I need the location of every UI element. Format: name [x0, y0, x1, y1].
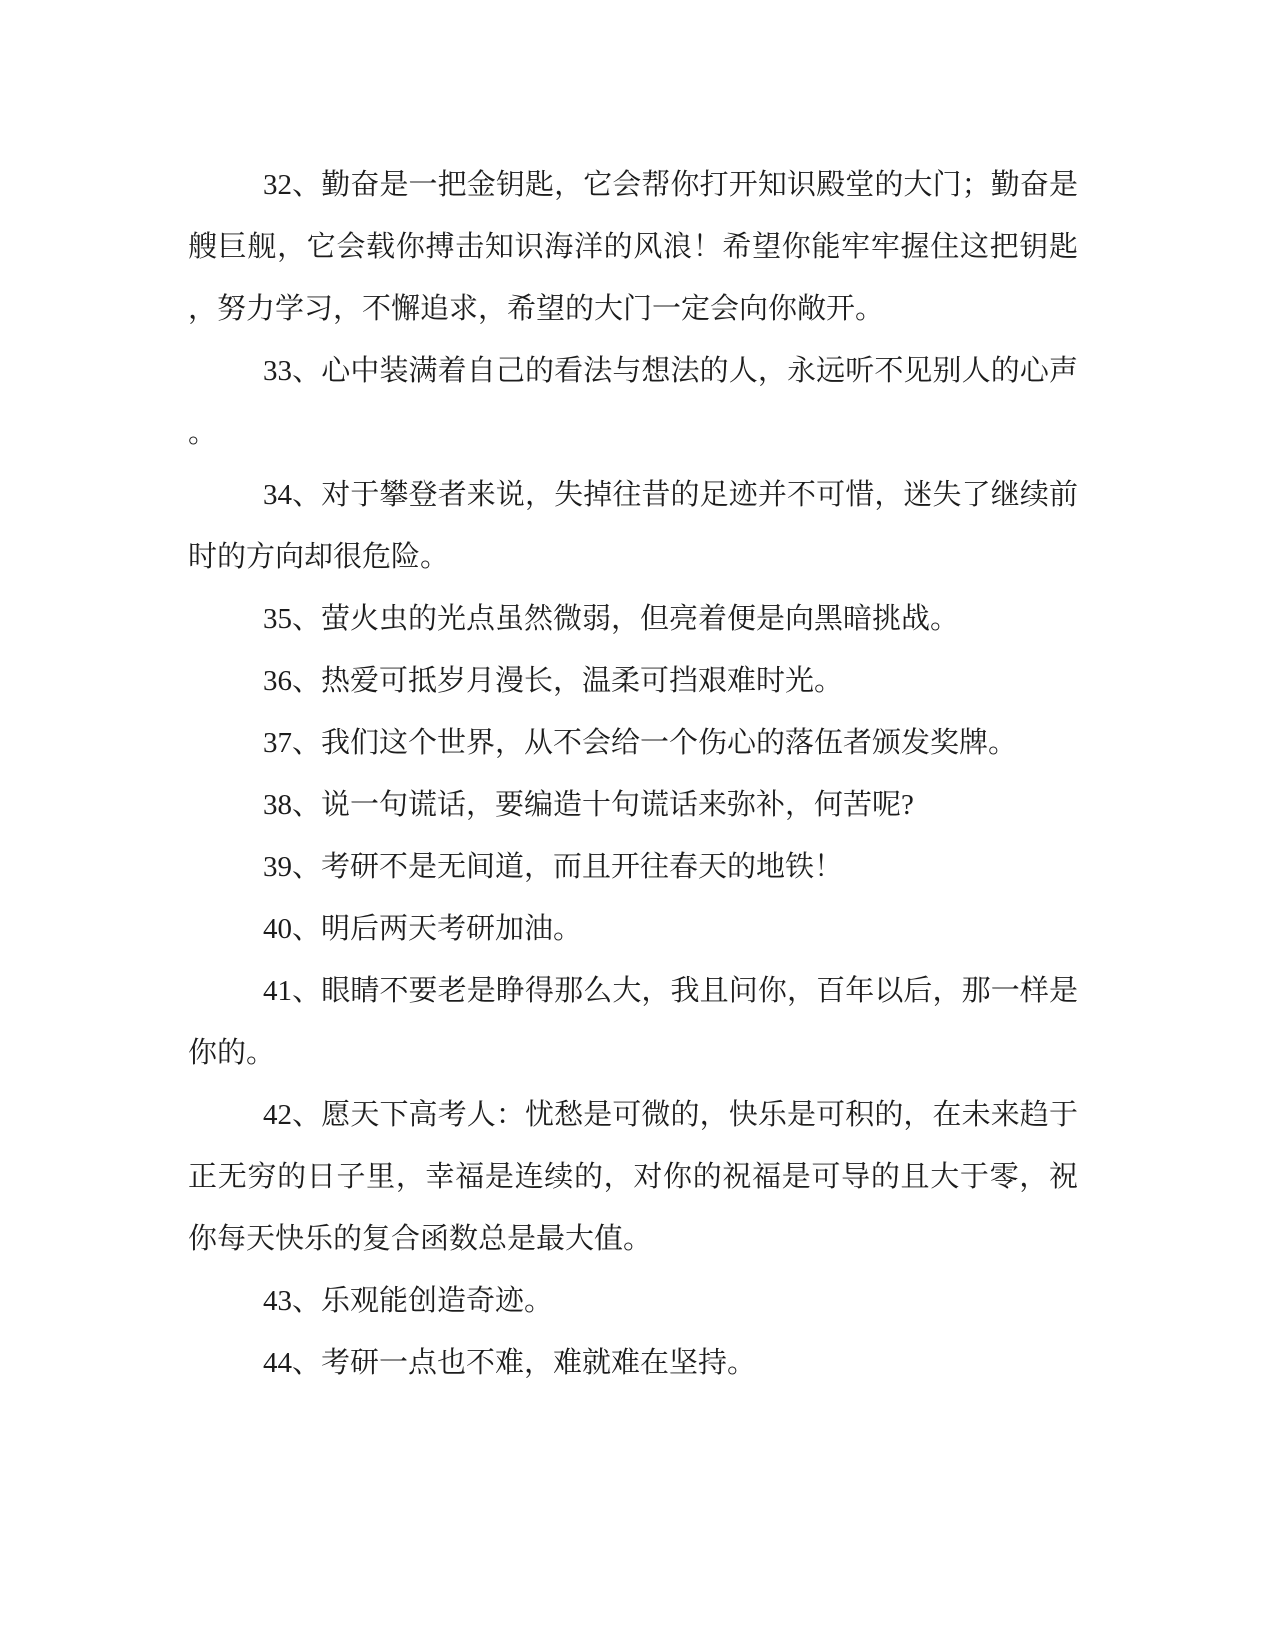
quote-line: 44、考研一点也不难，难就难在坚持。: [263, 1347, 757, 1379]
quote-list: [188, 154, 1078, 1394]
quote-paragraph: [188, 1084, 1078, 1270]
quote-line: 36、热爱可抵岁月漫长，温柔可挡艰难时光。: [263, 665, 844, 697]
quote-line: 39、考研不是无间道，而且开往春天的地铁！: [263, 851, 844, 883]
quote-line: 40、明后两天考研加油。: [263, 913, 583, 945]
quote-paragraph: [188, 588, 1078, 650]
quote-paragraph: [188, 1270, 1078, 1332]
quote-line: 35、萤火虫的光点虽然微弱，但亮着便是向黑暗挑战。: [263, 603, 960, 635]
quote-line: 艘巨舰，它会载你搏击知识海洋的风浪！希望你能牢牢握住这把钥匙: [188, 231, 1078, 263]
quote-line: 33、心中装满着自己的看法与想法的人，永远听不见别人的心声: [263, 355, 1078, 387]
quote-line: 32、勤奋是一把金钥匙，它会帮你打开知识殿堂的大门；勤奋是: [263, 169, 1078, 201]
quote-line: 38、说一句谎话，要编造十句谎话来弥补，何苦呢?: [263, 789, 914, 821]
quote-line: ，努力学习，不懈追求，希望的大门一定会向你敞开。: [188, 293, 885, 325]
quote-line: 34、对于攀登者来说，失掉往昔的足迹并不可惜，迷失了继续前: [263, 479, 1078, 511]
quote-paragraph: [188, 154, 1078, 340]
quote-paragraph: [188, 340, 1078, 464]
quote-paragraph: [188, 774, 1078, 836]
quote-line: 。: [188, 417, 218, 449]
quote-line: 37、我们这个世界，从不会给一个伤心的落伍者颁发奖牌。: [263, 727, 1018, 759]
quote-line: 你每天快乐的复合函数总是最大值。: [188, 1223, 653, 1255]
quote-paragraph: [188, 1332, 1078, 1394]
quote-line: 正无穷的日子里，幸福是连续的，对你的祝福是可导的且大于零，祝: [188, 1161, 1078, 1193]
quote-line: 42、愿天下高考人：忧愁是可微的，快乐是可积的，在未来趋于: [263, 1099, 1078, 1131]
quote-paragraph: [188, 960, 1078, 1084]
quote-paragraph: [188, 464, 1078, 588]
quote-line: 你的。: [188, 1037, 276, 1069]
quote-paragraph: [188, 650, 1078, 712]
quote-line: 41、眼睛不要老是睁得那么大，我且问你，百年以后，那一样是: [263, 975, 1078, 1007]
quote-paragraph: [188, 898, 1078, 960]
quote-paragraph: [188, 836, 1078, 898]
quote-line: 43、乐观能创造奇迹。: [263, 1285, 554, 1317]
quote-line: 时的方向却很危险。: [188, 541, 450, 573]
quote-paragraph: [188, 712, 1078, 774]
